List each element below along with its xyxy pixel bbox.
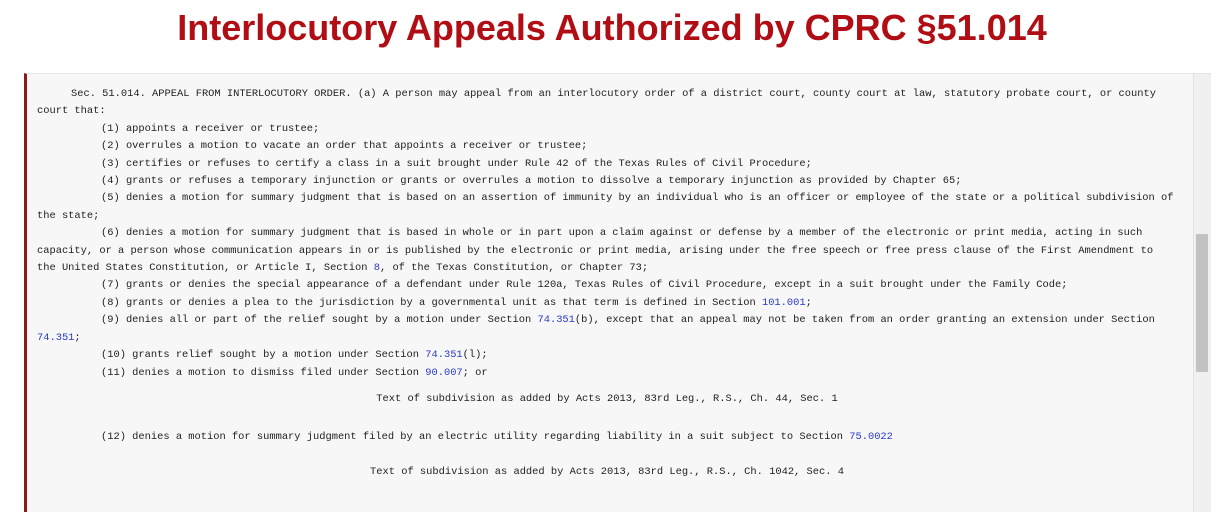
scrollbar-thumb[interactable] <box>1196 234 1208 372</box>
subdivision-12: (12) denies a motion for summary judgment filed by an electric utility regarding liability in a suit subject to Section 75.0022 <box>101 431 893 444</box>
statute-intro: Sec. 51.014. APPEAL FROM INTERLOCUTORY ORDER. (a) A person may appeal from an interlocutory order of a district court, county court at law, statutory probate court, or county court that: <box>37 88 1156 118</box>
subdivision-3: (3) certifies or refuses to certify a class in a suit brought under Rule 42 of the Texas Rules of Civil Procedure; <box>101 157 812 170</box>
section-link[interactable]: 74.351 <box>537 314 575 327</box>
subdivision-7: (7) grants or denies the special appearance of a defendant under Rule 120a, Texas Rules of Civil Procedure, except in a suit brought under the Family Code; <box>101 279 1068 292</box>
vertical-scrollbar[interactable] <box>1193 74 1211 512</box>
section-link[interactable]: 90.007 <box>425 366 463 379</box>
subdivision-5: (5) denies a motion for summary judgment that is based on an assertion of immunity by an individual who is an officer or employee of the state or a political subdivision of the state; <box>37 192 1174 222</box>
subdivision-note: Text of subdivision as added by Acts 2013, 83rd Leg., R.S., Ch. 44, Sec. 1 <box>376 392 838 405</box>
subdivision-10: (10) grants relief sought by a motion under Section 74.351(l); <box>101 349 488 362</box>
subdivision-6: (6) denies a motion for summary judgment that is based in whole or in part upon a claim against or defense by a member of the electronic or print media, acting in such capacity, or a person whose communication appears in or is published by the electronic or print media, arising under the free speech or free press clause of the First Amendment to the United States Constitution, or Article I, Section 8, of the Texas Constitution, or Chapter 73; <box>37 227 1154 275</box>
subdivision-note: Text of subdivision as added by Acts 2013, 83rd Leg., R.S., Ch. 1042, Sec. 4 <box>370 465 844 478</box>
section-link[interactable]: 8 <box>373 262 380 275</box>
subdivision-4: (4) grants or refuses a temporary injunction or grants or overrules a motion to dissolve a temporary injunction as provided by Chapter 65; <box>101 175 962 188</box>
statute-frame[interactable] <box>24 73 1211 512</box>
section-link[interactable]: 74.351 <box>37 331 75 344</box>
section-link[interactable]: 101.001 <box>761 296 806 309</box>
section-link[interactable]: 74.351 <box>425 349 463 362</box>
subdivision-8: (8) grants or denies a plea to the jurisdiction by a governmental unit as that term is defined in Section 101.001; <box>101 296 812 309</box>
page-title: Interlocutory Appeals Authorized by CPRC §51.014 <box>177 7 1047 48</box>
subdivision-1: (1) appoints a receiver or trustee; <box>101 122 320 135</box>
subdivision-11: (11) denies a motion to dismiss filed under Section 90.007; or <box>101 366 488 379</box>
section-link[interactable]: 75.0022 <box>849 431 893 444</box>
subdivision-2: (2) overrules a motion to vacate an order that appoints a receiver or trustee; <box>101 140 588 153</box>
subdivision-9: (9) denies all or part of the relief sought by a motion under Section 74.351(b), except that an appeal may not be taken from an order granting an extension under Section 74.351; <box>37 314 1155 344</box>
statute-text <box>37 86 1177 481</box>
